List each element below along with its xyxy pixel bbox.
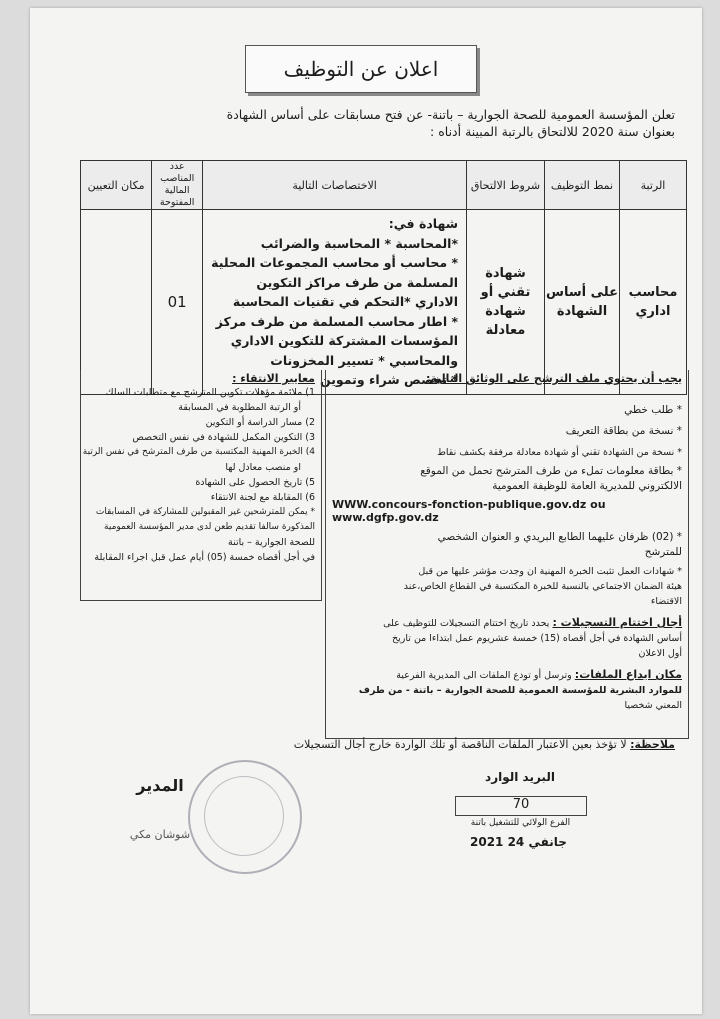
criteria-item: او منصب معادل لها xyxy=(225,462,301,473)
header-specialties: الاختصاصات التالية xyxy=(203,161,467,210)
cell-posts-count: 01 xyxy=(152,210,203,395)
cell-rank: محاسب اداري xyxy=(620,210,687,395)
spec-line: المؤسسات المشتركة للتكوين الاداري xyxy=(230,333,458,348)
deposit-text: وترسل أو تودع الملفات الى المديرية الفرعية xyxy=(396,670,572,681)
document-item: * (02) ظرفان عليهما الطابع البريدي و العنوان الشخصي xyxy=(437,531,682,543)
deadline-text: يحدد تاريخ اختتام التسجيلات للتوظيف على xyxy=(383,618,550,629)
intro-line-2: بعنوان سنة 2020 للالتحاق بالرتبة المبينة أدناه : xyxy=(430,124,675,139)
header-posts-count: عدد المناصب المالية المفتوحة xyxy=(152,161,203,210)
note-label: ملاحظة: xyxy=(630,738,675,751)
document-item: * طلب خطي xyxy=(624,404,682,416)
cell-place xyxy=(81,210,152,395)
table-row xyxy=(81,210,687,395)
deadline-line: أساس الشهادة في أجل أقصاه (15) خمسة عشريوم عمل ابتداءا من تاريخ xyxy=(392,633,682,644)
criteria-item: 5) تاريخ الحصول على الشهادة xyxy=(195,477,315,488)
incoming-mail-title: البريد الوارد xyxy=(485,770,555,784)
positions-table xyxy=(80,160,687,395)
criteria-item: 6) المقابلة مع لجنة الانتقاء xyxy=(210,492,315,503)
spec-line: شهادة في: xyxy=(388,216,458,231)
intro-line-1: تعلن المؤسسة العمومية للصحة الجوارية – باتنة- عن فتح مسابقات على أساس الشهادة xyxy=(226,107,675,122)
director-title: المدير xyxy=(136,776,184,795)
deposit-line: للموارد البشرية للمؤسسة العمومية للصحة الجوارية – باتنة - من طرف xyxy=(358,685,682,696)
document-item: هيئة الضمان الاجتماعي بالنسبة للخبرة المكتسبة في القطاع الخاص،عند xyxy=(403,581,682,592)
spec-line: *المحاسبة * المحاسبة والضرائب xyxy=(260,235,458,251)
document-item: للمترشح xyxy=(644,546,682,558)
document-item: * نسخة من الشهادة تقني أو شهادة معادلة مرفقة بكشف نقاط xyxy=(437,447,682,458)
spec-line: * تخصص شراء وتموين xyxy=(319,372,458,387)
selection-criteria-section xyxy=(80,370,322,601)
deposit-label: مكان ايداع الملفات: xyxy=(574,668,682,681)
document-item: * شهادات العمل تثبت الخبرة المهنية ان وجدت مؤشر عليها من قبل xyxy=(418,566,682,577)
criteria-item: 1) ملائمة مؤهلات تكوين المترشح مع متطلبات السلك xyxy=(105,387,315,398)
incoming-mail-date: 2021 جانفي 24 xyxy=(470,835,567,849)
deposit-line: المعني شخصيا xyxy=(624,700,682,711)
website-url-1[interactable]: WWW.concours-fonction-publique.gov.dz ou xyxy=(332,498,606,511)
cell-mode: على أساس الشهادة xyxy=(545,210,620,395)
header-mode: نمط التوظيف xyxy=(545,161,620,210)
document-item: الاقتضاء xyxy=(650,596,682,607)
criteria-heading: معايير الانتقاء : xyxy=(232,372,315,385)
required-documents-section xyxy=(325,370,689,739)
spec-line: الاداري *التحكم في تقنيات المحاسبة xyxy=(232,294,458,309)
cell-conditions: شهادة تقني أو شهادة معادلة xyxy=(467,210,545,395)
cell-specialties xyxy=(203,210,467,395)
header-conditions: شروط الالتحاق xyxy=(467,161,545,210)
incoming-mail-number: 70 xyxy=(455,796,587,816)
deadline-line: أول الاعلان xyxy=(638,648,682,659)
page-title: اعلان عن التوظيف xyxy=(245,45,477,93)
header-place: مكان التعيين xyxy=(81,161,152,210)
spec-line: * محاسب أو محاسب المجموعات المحلية xyxy=(211,255,458,270)
criteria-item: أو الرتبة المطلوبة في المسابقة xyxy=(178,402,301,413)
note xyxy=(294,738,675,751)
criteria-item: * يمكن للمترشحين غير المقبولين للمشاركة في المسابقات xyxy=(95,507,315,517)
director-name: شوشان مكي xyxy=(129,828,191,841)
document-item: * نسخة من بطاقة التعريف xyxy=(565,425,682,437)
header-rank: الرتبة xyxy=(620,161,687,210)
criteria-item: للصحة الجوارية – باتنة xyxy=(228,537,315,548)
criteria-item: 3) التكوين المكمل للشهادة في نفس التخصص xyxy=(132,432,315,443)
note-text: لا تؤخذ بعين الاعتبار الملفات الناقصة أو تلك الواردة خارج أجال التسجيلات xyxy=(293,738,627,751)
website-url-2[interactable]: www.dgfp.gov.dz xyxy=(332,511,439,524)
deadline-label: أجال اختتام التسجيلات : xyxy=(552,616,682,629)
criteria-item: 2) مسار الدراسة أو التكوين xyxy=(205,417,315,428)
document-item: * بطاقة معلومات تملء من طرف المترشح تحمل من الموقع xyxy=(420,465,682,477)
incoming-mail-office: الفرع الولائي للتشغيل باتنة xyxy=(470,818,571,828)
spec-line: * اطار محاسب المسلمة من طرف مركز xyxy=(215,313,458,329)
document-item: الالكتروني للمديرية العامة للوظيفة العمومية xyxy=(492,480,682,492)
criteria-item: في أجل أقصاه خمسة (05) أيام عمل قبل اجراء المقابلة xyxy=(94,552,315,563)
documents-heading: يجب أن يحتوي ملف الترشح على الوثائق التالية: xyxy=(425,372,682,385)
spec-line: المسلمة من طرف مراكز التكوين xyxy=(256,274,458,290)
criteria-item: المذكورة سالفا تقديم طعن لدى مدير المؤسسة العمومية xyxy=(104,522,315,532)
spec-line: والمحاسبي * تسيير المخزونات xyxy=(270,352,458,368)
criteria-item: 4) الخبرة المهنية المكتسبة من طرف المترشح في نفس الرتبة xyxy=(82,447,315,457)
table-header-row xyxy=(81,161,687,210)
